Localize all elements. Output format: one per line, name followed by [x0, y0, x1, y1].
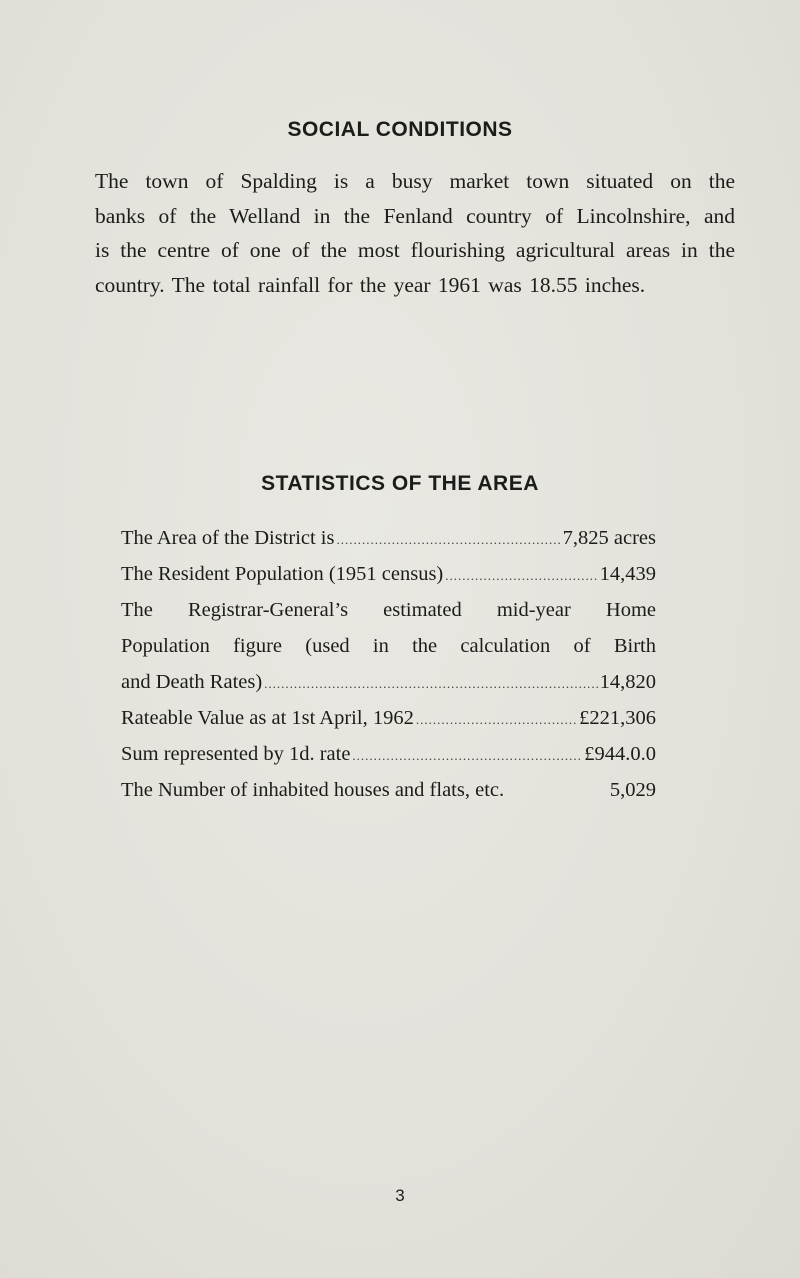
stat-label: and Death Rates) [121, 671, 263, 693]
stat-label: The Resident Population (1951 census) [121, 563, 444, 585]
stat-text-line: Population figure (used in the calculation of Birth [121, 635, 656, 657]
stat-label: Rateable Value as at 1st April, 1962 [121, 707, 414, 729]
stat-label: The Number of inhabited houses and flats, etc. [121, 779, 505, 801]
stat-value: 14,820 [599, 671, 656, 693]
stat-value: 14,439 [599, 563, 656, 585]
stat-value: 7,825 acres [562, 527, 656, 549]
stat-row-population [121, 556, 656, 592]
stat-label: Sum represented by 1d. rate [121, 743, 351, 765]
stat-row-registrar [121, 664, 656, 700]
dot-leader [416, 702, 577, 738]
dot-leader [352, 738, 582, 774]
dot-leader [264, 666, 597, 702]
stat-label: The Area of the District is [121, 527, 335, 549]
stat-row-penny-rate [121, 736, 656, 772]
stat-row-houses [121, 772, 656, 808]
dot-leader [445, 558, 597, 594]
social-conditions-paragraph [95, 164, 735, 302]
stat-row-area [121, 520, 656, 556]
social-conditions-heading: SOCIAL CONDITIONS [287, 118, 513, 141]
paragraph-line: is the centre of one of the most flourishing agricultural areas in the [95, 238, 735, 262]
stat-value: £221,306 [579, 707, 656, 729]
stat-row-rateable [121, 700, 656, 736]
paragraph-line: country. The total rainfall for the year 1961 was 18.55 inches. [95, 272, 646, 297]
dot-leader [336, 522, 560, 558]
stat-value: £944.0.0 [584, 743, 656, 765]
page-number: 3 [395, 1186, 405, 1205]
statistics-heading: STATISTICS OF THE AREA [261, 472, 539, 495]
statistics-list [121, 520, 656, 808]
paragraph-line: banks of the Welland in the Fenland country of Lincolnshire, and [95, 203, 735, 228]
stat-text-line: The Registrar-General’s estimated mid-year Home [121, 599, 656, 621]
stat-value: 5,029 [609, 779, 656, 801]
paragraph-line: The town of Spalding is a busy market town situated on the [95, 169, 735, 193]
